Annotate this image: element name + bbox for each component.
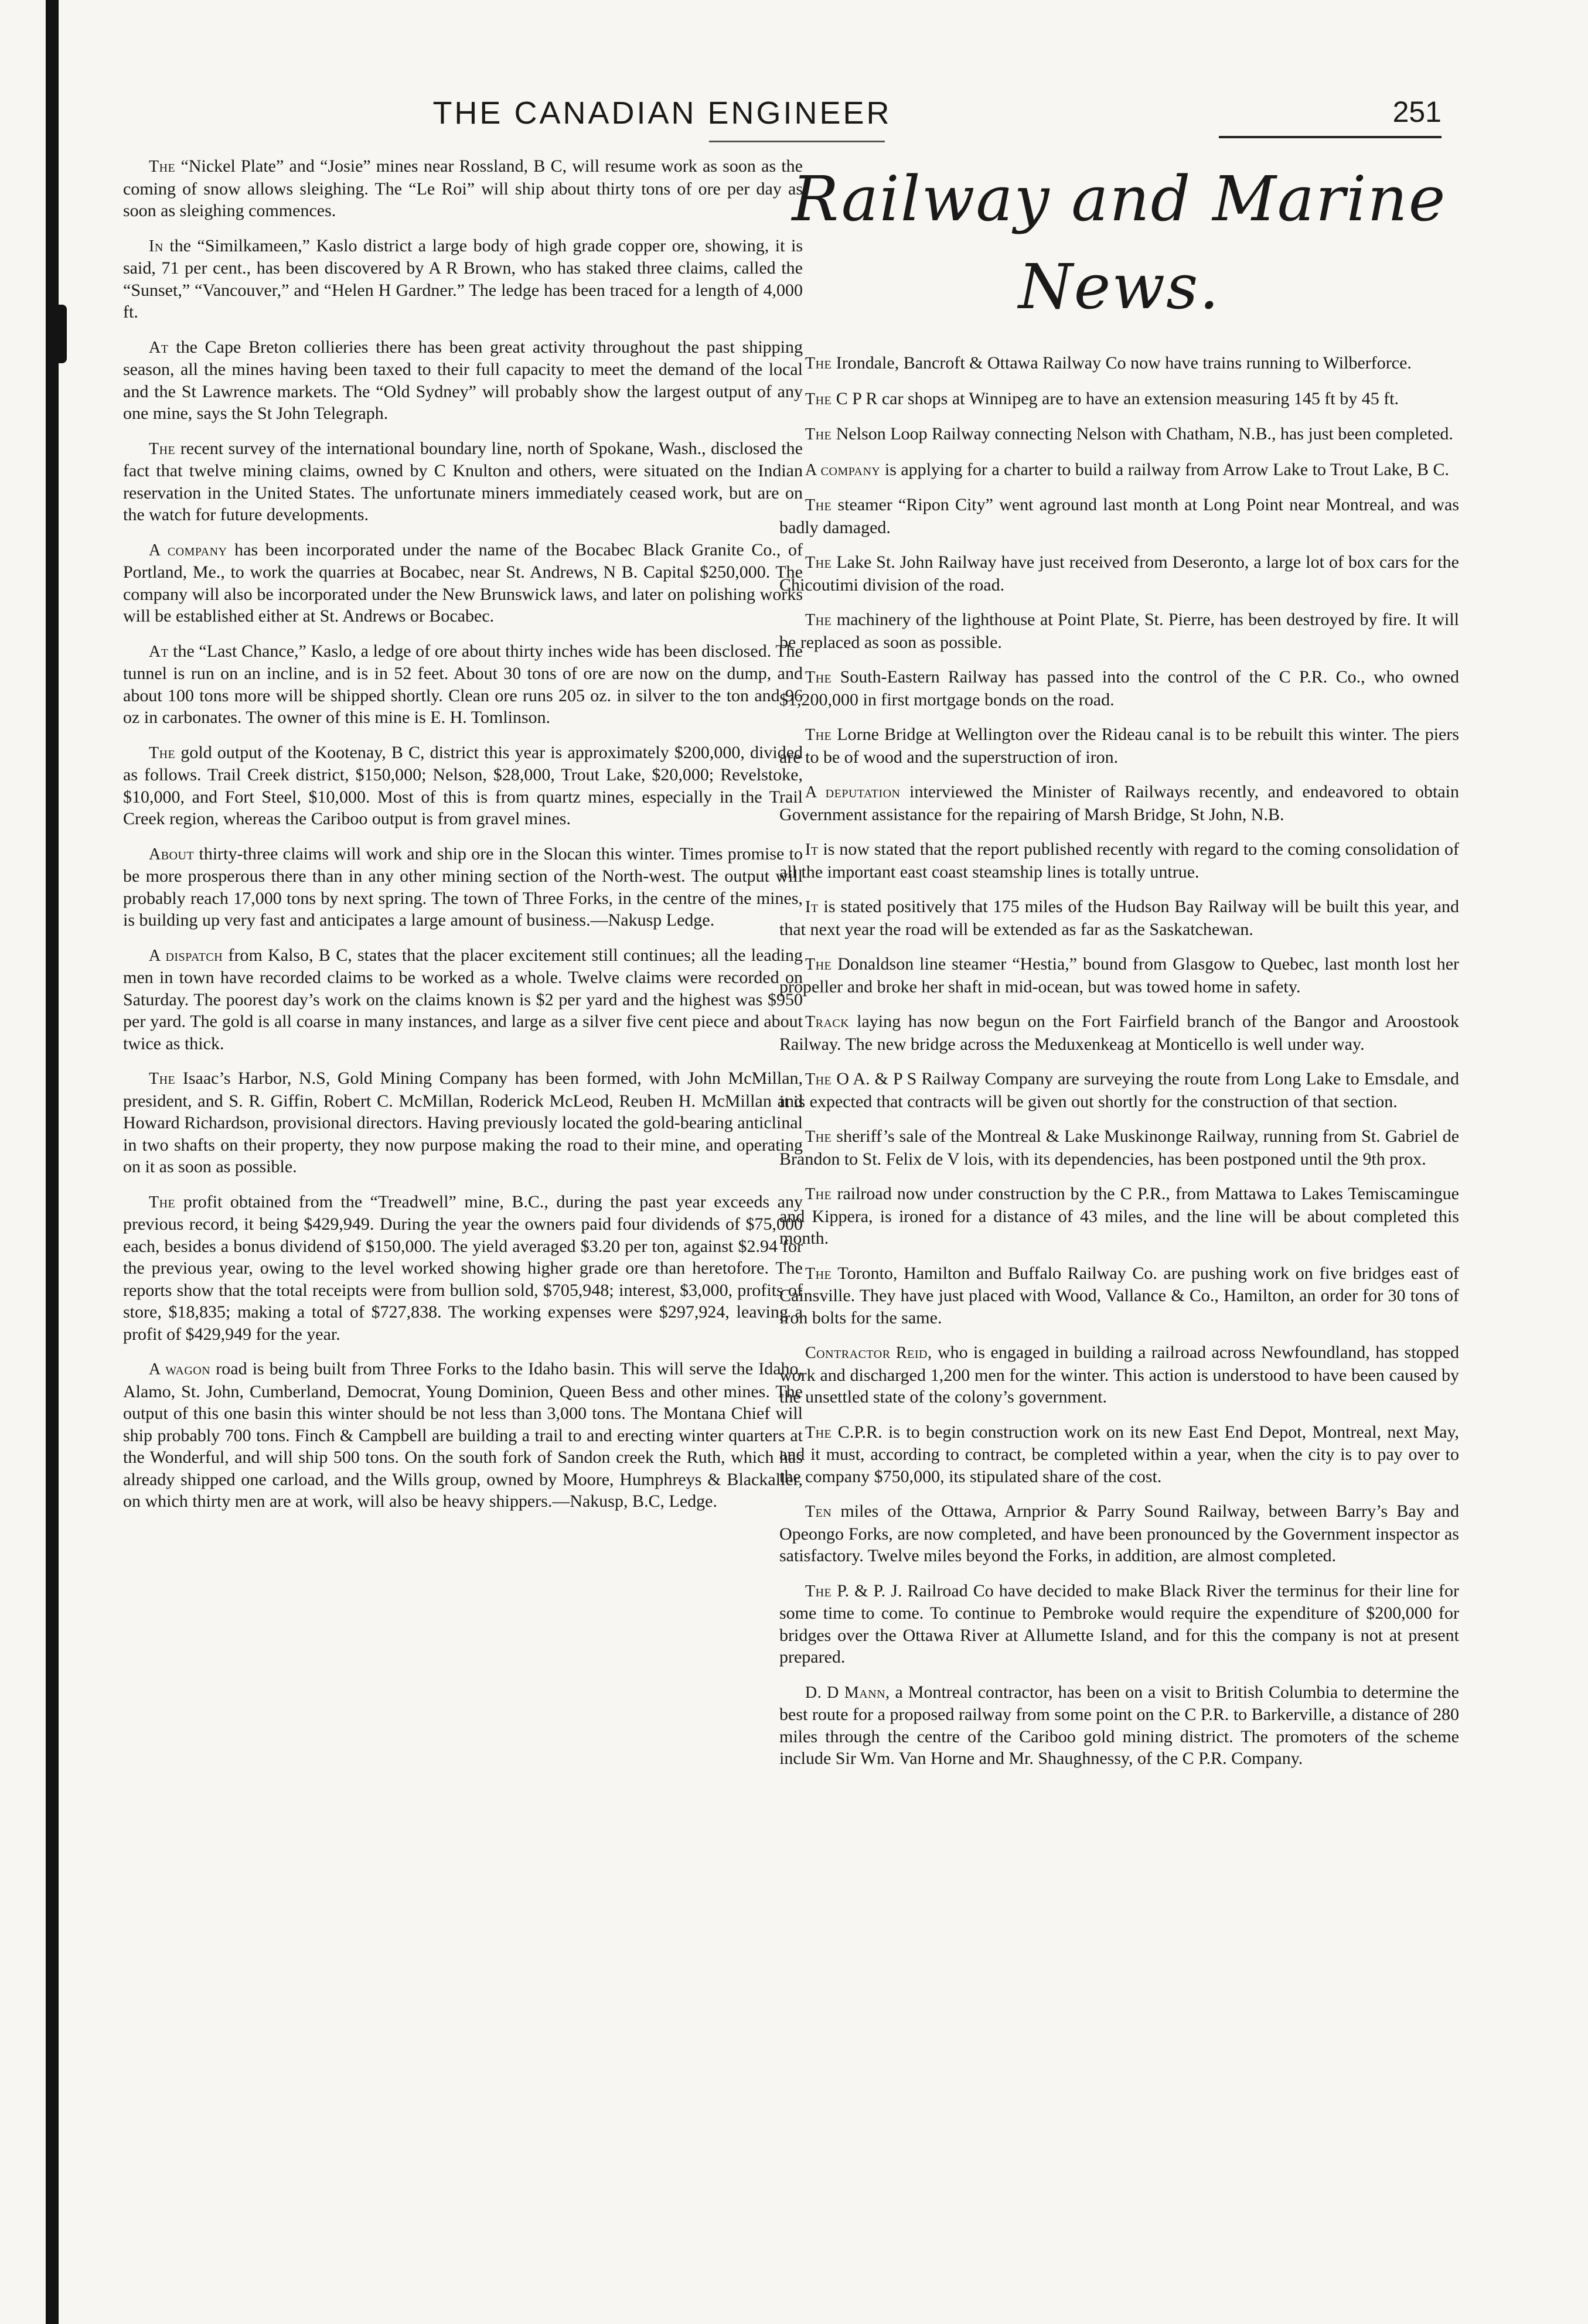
news-paragraph xyxy=(779,724,1459,768)
left-column xyxy=(123,155,803,2276)
paragraph-text: miles of the Ottawa, Arnprior & Parry Sound Railway, between Barry’s Bay and Opeongo Forks, are now completed, and have been pronounced by the Government inspector as satisfactory. Twelve miles beyond the Forks, in addition, are almost completed. xyxy=(779,1501,1459,1565)
paragraph-text: gold output of the Kootenay, B C, district this year is approximately $200,000, divided as follows. Trail Creek district, $150,000; Nelson, $28,000, Trout Lake, $20,000; Revelstoke, $10,000, and Fort Steel, $10,000. Most of this is from quartz mines, especially in the Trail Creek region, whereas the Cariboo output is from gravel mines. xyxy=(123,742,803,828)
news-paragraph xyxy=(779,953,1459,998)
paragraph-text: Nelson Loop Railway connecting Nelson with Chatham, N.B., has just been completed. xyxy=(836,424,1453,443)
paragraph-text: “Nickel Plate” and “Josie” mines near Rossland, B C, will resume work as soon as the coming of snow allows sleighing. The “Le Roi” will ship about thirty tons of ore per day as soon as sleighing commences. xyxy=(123,156,803,220)
paragraph-text: C.P.R. is to begin construction work on its new East End Depot, Montreal, next May, and it must, according to contract, be completed within a year, when the city is to pay over to the company $750,000, its stipulated share of the cost. xyxy=(779,1422,1459,1486)
news-paragraph xyxy=(779,423,1459,446)
paragraph-text: recent survey of the international boundary line, north of Spokane, Wash., disclosed the fact that twelve mining claims, owned by C Knulton and others, were situated on the Indian reservation in the United States. The unfortunate miners immediately ceased work, but are on the watch for future developments. xyxy=(123,438,803,524)
paragraph-text: from Kalso, B C, states that the placer excitement still continues; all the leading men in town have recorded claims to be worked as a whole. Twelve claims were recorded on Saturday. The poorest day’s work on the claims known is $2 per yard and the highest was $950 per yard. The gold is all coarse in many instances, and large as a silver five cent piece and about twice as thick. xyxy=(123,945,803,1053)
news-paragraph xyxy=(779,1262,1459,1329)
binding-edge xyxy=(46,0,59,2324)
news-paragraph xyxy=(779,896,1459,940)
news-paragraph xyxy=(123,539,803,627)
news-paragraph xyxy=(779,1125,1459,1170)
paragraph-text: the “Last Chance,” Kaslo, a ledge of ore about thirty inches wide has been disclosed. The tunnel is run on an incline, and is in 52 feet. About 30 tons of ore are now on the dump, and about 100 tons more will be shipped shortly. Clean ore runs 205 oz. in silver to the ton and 96 oz in carbonates. The owner of this mine is E. H. Tomlinson. xyxy=(123,641,803,727)
paragraph-lead: The xyxy=(805,1128,832,1146)
paragraph-text: P. & P. J. Railroad Co have decided to make Black River the terminus for their line for some time to come. To continue to Pembroke would require the expenditure of $200,000 for bridges over the Ottawa River at Allumette Island, and for this the company is not at present prepared. xyxy=(779,1581,1459,1667)
paragraph-lead: Ten xyxy=(805,1503,832,1521)
paragraph-text: O A. & P S Railway Company are surveying the route from Long Lake to Emsdale, and it is expected that contracts will be given out shortly for the construction of that section. xyxy=(779,1069,1459,1111)
news-paragraph xyxy=(123,1067,803,1178)
news-paragraph xyxy=(123,155,803,222)
paragraph-lead: The xyxy=(805,1582,832,1600)
news-paragraph xyxy=(779,1681,1459,1770)
news-paragraph xyxy=(779,1421,1459,1488)
paragraph-lead: The xyxy=(149,1070,176,1088)
paragraph-text: profit obtained from the “Treadwell” mine, B.C., during the past year exceeds any previous record, it being $429,949. During the year the owners paid four dividends of $75,000 each, besides a bonus dividend of $150,000. The yield averaged $3.20 per ton, against $2.94 for the previous year, owing to the level worked showing higher grade ore than heretofore. The reports show that the total receipts were from bullion sold, $705,948; interest, $3,000, profits of store, $18,835; making a total of $727,838. The working expenses were $297,924, leaving a profit of $429,949 for the year. xyxy=(123,1192,803,1344)
paragraph-text: Lake St. John Railway have just received from Deseronto, a large lot of box cars for the Chicoutimi division of the road. xyxy=(779,552,1459,595)
paragraph-lead: The xyxy=(805,726,832,744)
paragraph-lead: In xyxy=(149,237,163,255)
paragraph-text: railroad now under construction by the C P.R., from Mattawa to Lakes Temiscamingue and Kippera, is ironed for a distance of 43 miles, and the line will be about completed this month. xyxy=(779,1184,1459,1248)
paragraph-lead: The xyxy=(805,611,832,629)
news-paragraph xyxy=(779,609,1459,653)
paragraph-lead: It xyxy=(805,841,819,859)
paragraph-text: sheriff’s sale of the Montreal & Lake Muskinonge Railway, running from St. Gabriel de Brandon to St. Felix de V lois, with its dependencies, has been postponed until the 9th prox. xyxy=(779,1127,1459,1169)
news-paragraph xyxy=(123,336,803,425)
paragraph-lead: The xyxy=(149,1193,176,1212)
paragraph-text: thirty-three claims will work and ship ore in the Slocan this winter. Times promise to be more prosperous there than in any other mining section of the North-west. The output will probably reach 17,000 tons by next spring. The town of Three Forks, in the centre of the mines, is building up very fast and anticipates a large amount of business.—Nakusp Ledge. xyxy=(123,844,803,930)
paragraph-lead: The xyxy=(805,390,832,408)
news-paragraph xyxy=(779,388,1459,411)
news-paragraph xyxy=(779,551,1459,596)
paragraph-text: the “Similkameen,” Kaslo district a large body of high grade copper ore, showing, it is said, 71 per cent., has been discovered by A R Brown, who has staked three claims, called the “Sunset,” “Vancouver,” and “Helen H Gardner.” The ledge has been traced for a length of 4,000 ft. xyxy=(123,236,803,322)
paragraph-lead: The xyxy=(805,955,832,974)
news-paragraph xyxy=(779,1342,1459,1408)
paragraph-lead: The xyxy=(805,496,832,514)
paragraph-lead: Contractor Reid, xyxy=(805,1344,932,1362)
section-heading: Railway and Marine News. xyxy=(792,163,1447,323)
paragraph-text: is now stated that the report published recently with regard to the coming consolidation of all the important east coast steamship lines is totally untrue. xyxy=(779,839,1459,882)
paragraph-lead: The xyxy=(805,354,832,373)
header-rule-left xyxy=(709,141,885,142)
paragraph-text: South-Eastern Railway has passed into the control of the C P.R. Co., who owned $1,200,000 in first mortgage bonds on the road. xyxy=(779,667,1459,709)
news-paragraph xyxy=(779,1068,1459,1112)
news-paragraph xyxy=(779,781,1459,825)
paragraph-lead: The xyxy=(805,425,832,443)
paragraph-text: Donaldson line steamer “Hestia,” bound from Glasgow to Quebec, last month lost her propeller and broke her shaft in mid-ocean, but was towed home in safety. xyxy=(779,954,1459,997)
news-paragraph xyxy=(123,1358,803,1513)
news-paragraph xyxy=(779,666,1459,711)
paragraph-text: Isaac’s Harbor, N.S, Gold Mining Company has been formed, with John McMillan, president, and S. R. Giffin, Robert C. McMillan, Roderick McLeod, Reuben H. McMillan and Howard Richardson, provisional directors. Having previously located the gold-bearing anticlinal in two shafts on their property, they now purpose making the road to their mine, and operating on it as soon as possible. xyxy=(123,1069,803,1176)
paragraph-lead: A company xyxy=(149,541,227,559)
news-paragraph xyxy=(779,1500,1459,1567)
paragraph-lead: It xyxy=(805,898,819,916)
paragraph-text: has been incorporated under the name of the Bocabec Black Granite Co., of Portland, Me., to work the quarries at Bocabec, near St. Andrews, N B. Capital $250,000. The company will also be incorporated under the New Brunswick laws, and later on polishing works will be established either at St. Andrews or Bocabec. xyxy=(123,540,803,626)
news-paragraph xyxy=(123,640,803,729)
paragraph-lead: At xyxy=(149,642,169,661)
paragraph-text: Toronto, Hamilton and Buffalo Railway Co. are pushing work on five bridges east of Cainsville. They have just placed with Wood, Vallance & Co., Hamilton, an order for 30 tons of iron bolts for the same. xyxy=(779,1263,1459,1327)
paragraph-lead: A company xyxy=(805,460,881,479)
right-column xyxy=(779,155,1459,2276)
paragraph-text: a Montreal contractor, has been on a visit to British Columbia to determine the best route for a proposed railway from some point on the C P.R. to Barkerville, a distance of 280 miles through the centre of the Cariboo gold mining district. The promoters of the scheme include Sir Wm. Van Horne and Mr. Shaughnessy, of the C P.R. Company. xyxy=(779,1682,1459,1768)
paragraph-text: C P R car shops at Winnipeg are to have an extension measuring 145 ft by 45 ft. xyxy=(836,388,1399,408)
paragraph-lead: A deputation xyxy=(805,783,901,801)
paragraph-lead: The xyxy=(149,743,176,762)
paragraph-lead: The xyxy=(805,1423,832,1442)
news-paragraph xyxy=(779,1580,1459,1668)
paragraph-lead: A wagon xyxy=(149,1360,211,1378)
paragraph-text: Lorne Bridge at Wellington over the Rideau canal is to be rebuilt this winter. The piers are to be of wood and the superstruction of iron. xyxy=(779,725,1459,767)
page-header xyxy=(88,88,1442,152)
paragraph-text: machinery of the lighthouse at Point Plate, St. Pierre, has been destroyed by fire. It will be replaced as soon as possible. xyxy=(779,610,1459,652)
news-paragraph xyxy=(123,843,803,931)
paragraph-lead: At xyxy=(149,338,169,357)
paragraph-text: is stated positively that 175 miles of the Hudson Bay Railway will be built this year, and that next year the road will be extended as far as the Saskatchewan. xyxy=(779,897,1459,939)
paragraph-text: laying has now begun on the Fort Fairfield branch of the Bangor and Aroostook Railway. The new bridge across the Meduxenkeag at Monticello is well under way. xyxy=(779,1012,1459,1054)
paragraph-lead: The xyxy=(805,554,832,572)
news-paragraph xyxy=(779,459,1459,482)
news-paragraph xyxy=(779,352,1459,375)
news-paragraph xyxy=(123,1191,803,1346)
paragraph-lead: The xyxy=(805,1264,832,1283)
paragraph-text: the Cape Breton collieries there has been great activity throughout the past shipping season, all the mines having been taxed to their full capacity to meet the demand of the local and the St Lawrence markets. The “Old Sydney” will probably show the largest output of any one mine, says the St John Telegraph. xyxy=(123,337,803,423)
news-paragraph xyxy=(123,438,803,526)
news-paragraph xyxy=(123,235,803,323)
header-rule-right xyxy=(1219,136,1442,138)
paragraph-lead: The xyxy=(149,158,176,176)
paragraph-text: road is being built from Three Forks to the Idaho basin. This will serve the Idaho, Alamo, St. John, Cumberland, Democrat, Young Dominion, Queen Bess and other mines. The output of this one basin this winter should be not less than 3,000 tons. The Montana Chief will ship probably 700 tons. Finch & Campbell are building a trail to and erecting winter quarters at the Wonderful, and will ship 500 tons. On the south fork of Sandon creek the Ruth, which has already shipped one carload, and the Wills group, owned by Moore, Humphreys & Blackaller, on which thirty men are at work, will also be heavy shippers.—Nakusp, B.C, Ledge. xyxy=(123,1359,803,1511)
news-paragraph xyxy=(779,1011,1459,1055)
paragraph-lead: D. D Mann, xyxy=(805,1683,890,1702)
paragraph-text: steamer “Ripon City” went aground last month at Long Point near Montreal, and was badly damaged. xyxy=(779,495,1459,537)
paragraph-text: who is engaged in building a railroad across Newfoundland, has stopped work and discharged 1,200 men for the winter. This action is understood to have been caused by the unsettled state of the colony’s government. xyxy=(779,1343,1459,1407)
paragraph-lead: About xyxy=(149,845,195,864)
journal-title: THE CANADIAN ENGINEER xyxy=(432,95,892,131)
paragraph-lead: The xyxy=(149,439,176,458)
paragraph-lead: A dispatch xyxy=(149,946,223,965)
news-paragraph xyxy=(123,944,803,1055)
paragraph-text: interviewed the Minister of Railways recently, and endeavored to obtain Government assistance for the repairing of Marsh Bridge, St John, N.B. xyxy=(779,782,1459,824)
news-paragraph xyxy=(779,494,1459,538)
page-number: 251 xyxy=(1392,95,1442,128)
paragraph-text: Irondale, Bancroft & Ottawa Railway Co now have trains running to Wilberforce. xyxy=(836,353,1412,373)
news-paragraph xyxy=(123,742,803,830)
paragraph-text: is applying for a charter to build a railway from Arrow Lake to Trout Lake, B C. xyxy=(884,459,1449,479)
paragraph-lead: The xyxy=(805,668,832,687)
binding-edge-tab xyxy=(59,305,67,363)
paragraph-lead: The xyxy=(805,1185,832,1203)
news-paragraph xyxy=(779,1183,1459,1250)
paragraph-lead: Track xyxy=(805,1013,850,1031)
paragraph-lead: The xyxy=(805,1070,832,1088)
news-paragraph xyxy=(779,838,1459,883)
